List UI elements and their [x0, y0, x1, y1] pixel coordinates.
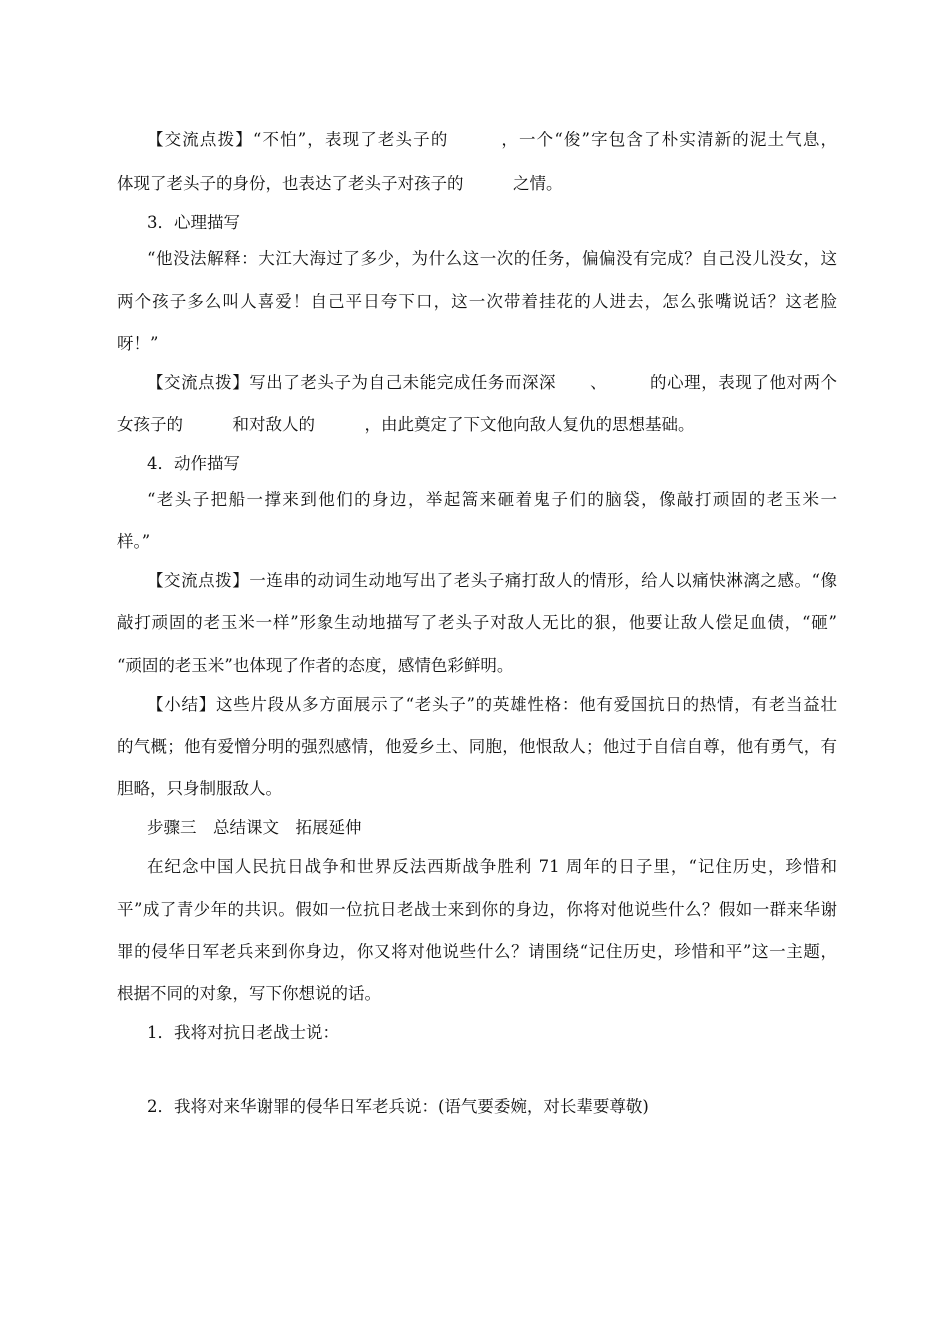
text-line: 胆略，只身制服敌人。 [117, 779, 282, 798]
text-line: 罪的侵华日军老兵来到你身边，你又将对他说些什么？请围绕“记住历史，珍惜和平”这一主题， [117, 942, 837, 961]
section-heading: 3．心理描写 [147, 213, 240, 232]
text-line: 【交流点拨】一连串的动词生动地写出了老头子痛打敌人的情形，给人以痛快淋漓之感。“像 [147, 571, 837, 590]
text-line: 【交流点拨】写出了老头子为自己未能完成任务而深深 、 的心理，表现了他对两个 [147, 373, 837, 392]
text-line: 的气概；他有爱憎分明的强烈感情，他爱乡土、同胞，他恨敌人；他过于自信自尊，他有勇气，有 [117, 737, 837, 756]
text-line: 在纪念中国人民抗日战争和世界反法西斯战争胜利 71 周年的日子里，“记住历史，珍惜和 [147, 857, 837, 876]
text-line: “老头子把船一撑来到他们的身边，举起篙来砸着鬼子们的脑袋，像敲打顽固的老玉米一 [147, 490, 837, 509]
text-line: “顽固的老玉米”也体现了作者的态度，感情色彩鲜明。 [117, 656, 514, 675]
question-2: 2．我将对来华谢罪的侵华日军老兵说：(语气要委婉，对长辈要尊敬) [147, 1097, 649, 1116]
section-heading: 步骤三 总结课文 拓展延伸 [147, 818, 362, 837]
section-heading: 4．动作描写 [147, 454, 240, 473]
text-line: 两个孩子多么叫人喜爱！自己平日夸下口，这一次带着挂花的人进去，怎么张嘴说话？这老脸 [117, 292, 837, 311]
text-line: 【小结】这些片段从多方面展示了“老头子”的英雄性格：他有爱国抗日的热情，有老当益壮 [147, 695, 837, 714]
text-line: 体现了老头子的身份，也表达了老头子对孩子的 之情。 [117, 174, 563, 193]
text-line: “他没法解释：大江大海过了多少，为什么这一次的任务，偏偏没有完成？自己没儿没女，这 [147, 249, 837, 268]
text-line: 根据不同的对象，写下你想说的话。 [117, 984, 381, 1003]
text-line: 平”成了青少年的共识。假如一位抗日老战士来到你的身边，你将对他说些什么？假如一群来华谢 [117, 900, 837, 919]
question-1: 1．我将对抗日老战士说： [147, 1023, 339, 1042]
text-line: 女孩子的 和对敌人的 ，由此奠定了下文他向敌人复仇的思想基础。 [117, 415, 695, 434]
text-line: 敲打顽固的老玉米一样”形象生动地描写了老头子对敌人无比的狠，他要让敌人偿足血债，“砸” [117, 613, 837, 632]
text-line: 【交流点拨】“不怕”，表现了老头子的 ，一个“俊”字包含了朴实清新的泥土气息， [147, 130, 837, 149]
text-line: 样。” [117, 532, 151, 551]
text-line: 呀！” [117, 334, 159, 353]
